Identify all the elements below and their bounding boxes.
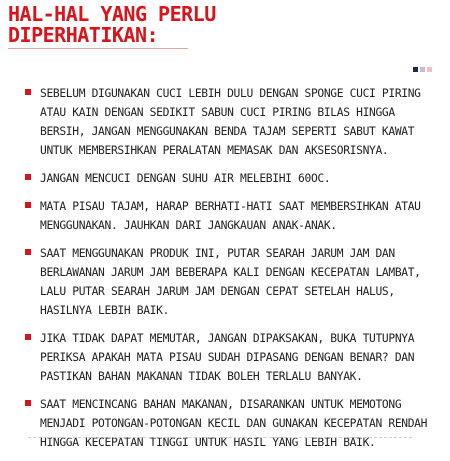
bottom-divider <box>28 437 412 438</box>
bullet-square-icon <box>25 249 31 255</box>
bullet-square-icon <box>25 400 31 406</box>
list-item-text: SEBELUM DIGUNAKAN CUCI LEBIH DULU DENGAN SPONGE CUCI PIRING ATAU KAIN DENGAN SEDIKIT SABUN CUCI PIRING BILAS HINGGA BERSIH, JANGAN MENGGUNAKAN BENDA TAJAM SEPERTI SABUT KAWAT UNTUK MEMBERSIHKAN PERALATAN MEMASAK DAN AKSESORISNYA. <box>40 87 421 157</box>
swatch-lavender <box>420 67 425 72</box>
list-item <box>20 329 445 386</box>
list-item-text: JANGAN MENCUCI DENGAN SUHU AIR MELEBIHI 60OC. <box>40 172 331 185</box>
list-item <box>20 244 445 320</box>
page-title-line-2: DIPERHATIKAN: <box>8 23 159 47</box>
list-item <box>20 395 445 452</box>
swatch-pink <box>427 67 432 72</box>
list-item-text: JIKA TIDAK DAPAT MEMUTAR, JANGAN DIPAKSAKAN, BUKA TUTUPNYA PERIKSA APAKAH MATA PISAU SUDAH DIPASANG DENGAN BENAR? DAN PASTIKAN BAHAN MAKANAN TIDAK BOLEH TERLALU BANYAK. <box>40 332 415 383</box>
title-underline <box>8 48 188 49</box>
precautions-list <box>20 84 445 461</box>
color-swatches <box>413 67 432 72</box>
list-item <box>20 169 445 188</box>
bullet-square-icon <box>25 334 31 340</box>
list-item-text: SAAT MENCINCANG BAHAN MAKANAN, DISARANKAN UNTUK MEMOTONG MENJADI POTONGAN-POTONGAN KECIL DAN GUNAKAN KECEPATAN RENDAH HINGGA KECEPATAN TINGGI UNTUK HASIL YANG LEBIH BAIK. <box>40 398 428 449</box>
list-item <box>20 197 445 235</box>
page-title <box>8 4 216 46</box>
list-item <box>20 84 445 160</box>
bullet-square-icon <box>25 202 31 208</box>
bullet-square-icon <box>25 89 31 95</box>
swatch-navy <box>413 67 418 72</box>
list-item-text: MATA PISAU TAJAM, HARAP BERHATI-HATI SAAT MEMBERSIHKAN ATAU MENGGUNAKAN. JAUHKAN DARI JANGKAUAN ANAK-ANAK. <box>40 200 421 232</box>
bullet-square-icon <box>25 174 31 180</box>
page-title-line-1: HAL-HAL YANG PERLU <box>8 2 216 26</box>
list-item-text: SAAT MENGGUNAKAN PRODUK INI, PUTAR SEARAH JARUM JAM DAN BERLAWANAN JARUM JAM BEBERAPA KALI DENGAN KECEPATAN LAMBAT, LALU PUTAR SEARAH JARUM JAM DENGAN CEPAT SETELAH HALUS, HASILNYA LEBIH BAIK. <box>40 247 421 317</box>
